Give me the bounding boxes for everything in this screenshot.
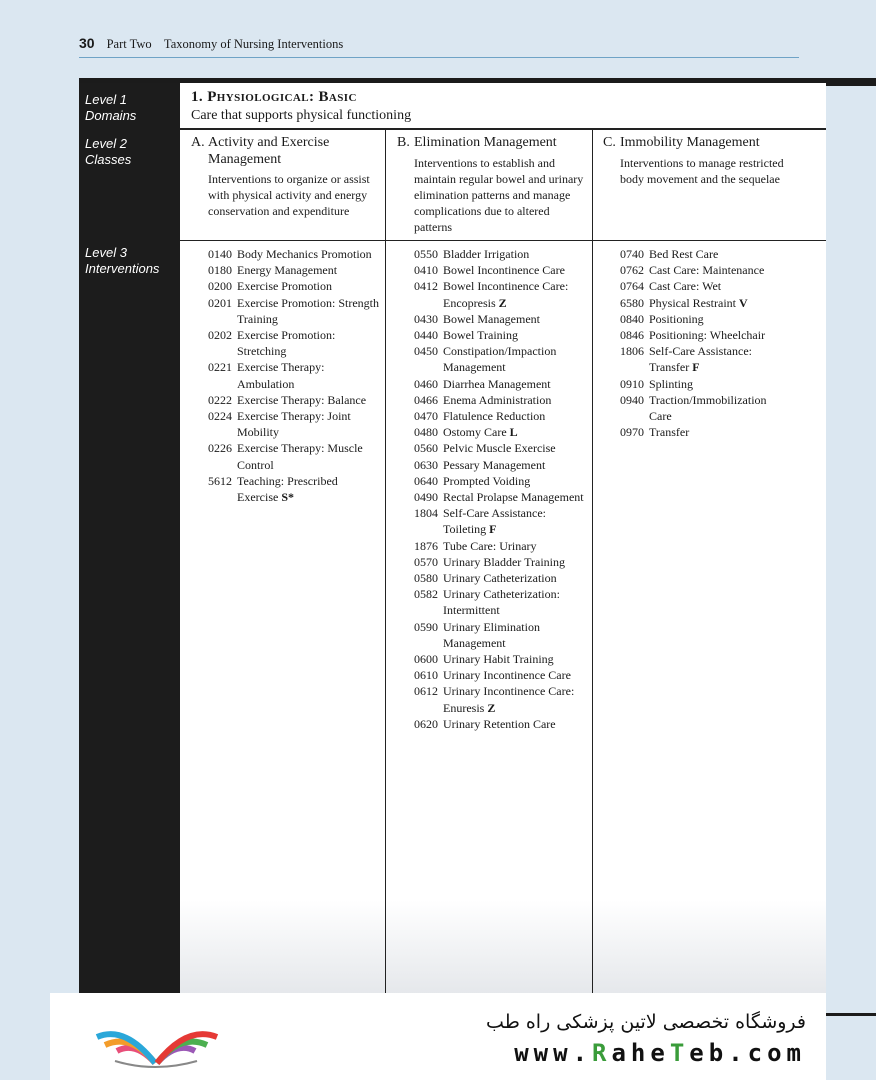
intervention-name: Cast Care: Wet <box>649 279 722 294</box>
intervention-item <box>414 505 589 537</box>
intervention-item <box>620 295 790 311</box>
intervention-item <box>414 262 589 278</box>
intervention-code: 1806 <box>620 344 644 359</box>
class-a <box>191 135 379 220</box>
class-c <box>603 135 803 187</box>
intervention-code: 0140 <box>208 247 232 261</box>
intervention-tag: L <box>509 425 518 440</box>
intervention-item <box>414 311 589 327</box>
intervention-code: 0630 <box>414 457 438 472</box>
intervention-name: Exercise Therapy: Balance <box>237 392 367 407</box>
class-c-interventions <box>620 246 790 440</box>
intervention-item <box>414 538 589 554</box>
intervention-item <box>414 619 589 651</box>
class-b <box>397 135 587 236</box>
domain-title: 1. Physiological: Basic <box>191 89 357 105</box>
intervention-name: Enema Administration <box>443 392 552 407</box>
intervention-tag: F <box>692 360 700 375</box>
intervention-item <box>208 392 380 408</box>
level-1-label: Level 1 Domains <box>85 92 137 123</box>
intervention-item <box>620 311 790 327</box>
page-shadow <box>180 900 826 998</box>
store-name: فروشگاه تخصصی لاتین پزشکی راه طب <box>486 1011 806 1033</box>
intervention-name: Transfer <box>649 425 690 440</box>
intervention-code: 0840 <box>620 311 644 326</box>
intervention-code: 0560 <box>414 441 438 456</box>
intervention-code: 0200 <box>208 279 232 294</box>
intervention-code: 0740 <box>620 247 644 261</box>
store-website: www.RaheTeb.com <box>514 1039 806 1067</box>
intervention-name: Pessary Management <box>443 457 546 472</box>
intervention-item <box>414 667 589 683</box>
intervention-item <box>414 408 589 424</box>
intervention-name: Urinary Habit Training <box>443 652 554 667</box>
intervention-code: 0224 <box>208 409 232 424</box>
intervention-name: Urinary Elimination Management <box>443 619 540 650</box>
intervention-name: Pelvic Muscle Exercise <box>443 441 556 456</box>
intervention-code: 0550 <box>414 247 438 261</box>
intervention-name: Tube Care: Urinary <box>443 538 537 553</box>
intervention-item <box>414 376 589 392</box>
column-divider-2 <box>592 130 593 998</box>
class-a-description: Interventions to organize or assist with physical activity and energy conservation and expenditure <box>208 172 370 219</box>
intervention-item <box>208 262 380 278</box>
intervention-name: Urinary Bladder Training <box>443 554 565 569</box>
intervention-item <box>414 586 589 618</box>
intervention-code: 0846 <box>620 328 644 343</box>
intervention-name: Bowel Training <box>443 328 519 343</box>
intervention-name: Exercise Promotion: Stretching <box>237 328 336 359</box>
intervention-item <box>414 246 589 262</box>
intervention-code: 0430 <box>414 311 438 326</box>
intervention-item <box>414 440 589 456</box>
intervention-name: Bladder Irrigation <box>443 247 530 261</box>
intervention-item <box>414 327 589 343</box>
intervention-item <box>620 246 790 262</box>
intervention-code: 0640 <box>414 473 438 488</box>
intervention-code: 0940 <box>620 392 644 407</box>
intervention-item <box>208 295 380 327</box>
intervention-code: 0910 <box>620 376 644 391</box>
intervention-code: 0480 <box>414 425 438 440</box>
intervention-item <box>414 554 589 570</box>
class-c-title: C. Immobility Management <box>603 135 760 150</box>
intervention-code: 0226 <box>208 441 232 456</box>
intervention-code: 0610 <box>414 668 438 683</box>
intervention-name: Positioning <box>649 311 704 326</box>
class-rule <box>180 240 826 241</box>
intervention-code: 0764 <box>620 279 644 294</box>
intervention-item <box>620 376 790 392</box>
column-divider-1 <box>385 130 386 998</box>
intervention-name: Positioning: Wheelchair <box>649 328 766 343</box>
intervention-name: Urinary Catheterization: Intermittent <box>443 587 560 618</box>
intervention-item <box>620 327 790 343</box>
right-bar <box>826 83 876 86</box>
intervention-name: Physical Restraint <box>649 295 736 310</box>
intervention-code: 0612 <box>414 684 438 699</box>
intervention-code: 0762 <box>620 263 644 278</box>
intervention-code: 0221 <box>208 360 232 375</box>
level-3-label: Level 3 Interventions <box>85 245 160 276</box>
intervention-name: Energy Management <box>237 263 338 278</box>
intervention-code: 0570 <box>414 554 438 569</box>
intervention-item <box>208 246 380 262</box>
intervention-item <box>414 424 589 440</box>
class-b-interventions <box>414 246 589 732</box>
intervention-code: 0582 <box>414 587 438 602</box>
intervention-name: Bowel Incontinence Care <box>443 263 565 278</box>
intervention-code: 6580 <box>620 295 644 310</box>
intervention-name: Prompted Voiding <box>443 473 531 488</box>
intervention-code: 0201 <box>208 295 232 310</box>
intervention-name: Bed Rest Care <box>649 247 719 261</box>
intervention-item <box>414 570 589 586</box>
bottom-bar <box>826 1013 876 1016</box>
intervention-item <box>414 457 589 473</box>
intervention-code: 0590 <box>414 619 438 634</box>
page-number: 30 <box>79 35 95 51</box>
intervention-code: 0470 <box>414 409 438 424</box>
intervention-code: 1804 <box>414 506 438 521</box>
intervention-item <box>414 651 589 667</box>
intervention-item <box>208 327 380 359</box>
class-a-interventions <box>208 246 380 505</box>
intervention-item <box>414 683 589 715</box>
class-b-description: Interventions to establish and maintain regular bowel and urinary elimination patterns and manage complications due to altered patterns <box>414 155 584 235</box>
intervention-item <box>208 473 380 505</box>
intervention-item <box>414 716 589 732</box>
intervention-code: 1876 <box>414 538 438 553</box>
domain-rule <box>180 128 826 130</box>
level-2-label: Level 2 Classes <box>85 136 132 167</box>
header-rule <box>79 57 799 58</box>
intervention-item <box>414 489 589 505</box>
intervention-item <box>620 392 790 424</box>
intervention-code: 0970 <box>620 425 644 440</box>
intervention-code: 0410 <box>414 263 438 278</box>
intervention-name: Urinary Catheterization <box>443 571 557 586</box>
intervention-code: 0460 <box>414 376 438 391</box>
intervention-item <box>620 343 790 375</box>
intervention-code: 0202 <box>208 328 232 343</box>
level-sidebar <box>79 78 180 998</box>
intervention-code: 0490 <box>414 490 438 505</box>
intervention-item <box>208 359 380 391</box>
intervention-name: Splinting <box>649 376 694 391</box>
store-banner <box>50 993 826 1080</box>
intervention-code: 5612 <box>208 473 232 488</box>
intervention-code: 0466 <box>414 392 438 407</box>
intervention-tag: F <box>489 522 497 537</box>
intervention-name: Rectal Prolapse Management <box>443 490 584 505</box>
class-c-description: Interventions to manage restricted body movement and the sequelae <box>620 155 784 186</box>
intervention-item <box>620 278 790 294</box>
intervention-name: Teaching: Prescribed Exercise <box>237 473 338 505</box>
class-b-title: B. Elimination Management <box>397 135 557 150</box>
intervention-name: Flatulence Reduction <box>443 409 546 424</box>
intervention-code: 0580 <box>414 571 438 586</box>
intervention-item <box>414 343 589 375</box>
intervention-code: 0600 <box>414 652 438 667</box>
intervention-code: 0222 <box>208 392 232 407</box>
intervention-name: Urinary Incontinence Care: Enuresis <box>443 684 575 715</box>
intervention-name: Exercise Therapy: Muscle Control <box>237 441 363 472</box>
intervention-item <box>620 262 790 278</box>
domain-description: Care that supports physical functioning <box>191 108 412 123</box>
intervention-name: Exercise Therapy: Joint Mobility <box>237 409 351 440</box>
intervention-code: 0450 <box>414 344 438 359</box>
intervention-name: Bowel Incontinence Care: Encopresis <box>443 279 569 310</box>
intervention-item <box>414 473 589 489</box>
intervention-tag: Z <box>487 700 496 715</box>
intervention-name: Traction/Immobilization Care <box>649 392 767 424</box>
intervention-name: Cast Care: Maintenance <box>649 263 765 278</box>
intervention-code: 0620 <box>414 716 438 731</box>
intervention-name: Ostomy Care <box>443 425 507 440</box>
intervention-item <box>414 278 589 310</box>
intervention-name: Self-Care Assistance: Toileting <box>443 506 546 537</box>
intervention-name: Exercise Promotion <box>237 279 332 294</box>
intervention-name: Urinary Retention Care <box>443 716 556 731</box>
running-head: Part Two Taxonomy of Nursing Interventions <box>106 37 344 51</box>
intervention-item <box>208 408 380 440</box>
class-a-title: A. Activity and Exercise Management <box>191 135 330 167</box>
intervention-item <box>620 424 790 440</box>
intervention-tag: V <box>739 295 748 310</box>
intervention-name: Body Mechanics Promotion <box>237 247 372 261</box>
intervention-name: Bowel Management <box>443 311 540 326</box>
intervention-code: 0412 <box>414 279 438 294</box>
intervention-code: 0180 <box>208 263 232 278</box>
intervention-name: Self-Care Assistance: Transfer <box>649 344 752 375</box>
intervention-item <box>208 440 380 472</box>
intervention-name: Diarrhea Management <box>443 376 551 391</box>
intervention-tag: S* <box>281 490 294 505</box>
intervention-code: 0440 <box>414 328 438 343</box>
intervention-name: Constipation/Impaction Management <box>443 344 557 375</box>
intervention-name: Exercise Promotion: Strength Training <box>237 295 379 326</box>
intervention-tag: Z <box>498 295 507 310</box>
intervention-name: Urinary Incontinence Care <box>443 668 571 683</box>
book-logo-icon <box>95 1011 220 1071</box>
intervention-name: Exercise Therapy: Ambulation <box>237 360 325 391</box>
intervention-item <box>208 278 380 294</box>
page-header <box>79 35 343 52</box>
intervention-item <box>414 392 589 408</box>
